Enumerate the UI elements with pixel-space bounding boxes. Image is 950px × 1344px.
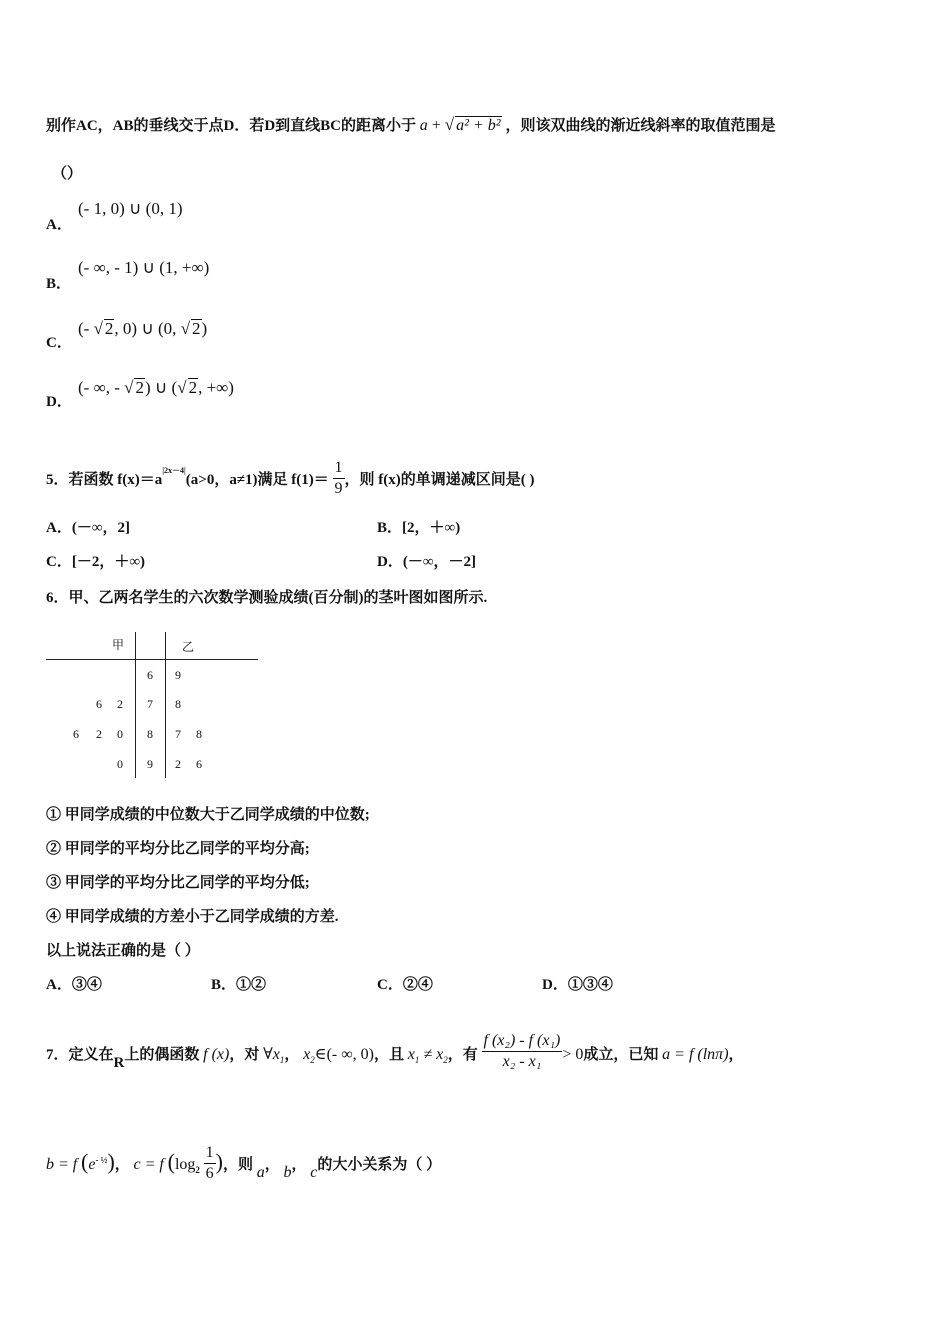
q4-option-c-rad: 2: [104, 319, 114, 338]
q4-option-d-rad2: 2: [188, 378, 198, 397]
sqrt-symbol-icon: √: [124, 378, 134, 397]
q4-option-c-pre: (-: [78, 319, 94, 338]
q7-x2-sub: 2: [310, 1055, 315, 1066]
q4-stem-line: [46, 115, 776, 136]
stem-leaf-header-left: 甲: [112, 638, 125, 652]
q4-expr-radicand: a² + b²: [456, 117, 501, 134]
q7-gt: > 0: [562, 1045, 584, 1063]
right-leaf-cell: 9: [175, 668, 181, 682]
q4-text-after: ，则该双曲线的渐近线斜率的取值范围是: [505, 118, 776, 134]
q7-var-c: c: [310, 1163, 318, 1181]
q4-option-d-rad: 2: [135, 378, 144, 397]
q4-option-c-post: ): [201, 319, 208, 338]
q5-text-after: ，则 f(x)的单调递减区间是( ): [344, 471, 535, 488]
right-leaf-cell: 6: [196, 757, 202, 771]
q7-text4: ，且: [373, 1046, 404, 1063]
q4-option-c-mid: , 0) ∪ (0,: [114, 319, 181, 338]
q6-statement-1: ① 甲同学成绩的中位数大于乙同学成绩的中位数;: [46, 807, 370, 823]
stem-leaf-header-right: 乙: [182, 640, 195, 654]
q7-a-def: a = f (lnπ): [662, 1045, 729, 1063]
q7-c-fraction: [204, 1143, 216, 1184]
q7-text8: ，则: [222, 1156, 253, 1173]
q4-option-d-label: D．: [46, 394, 72, 410]
q7-x2: [303, 1045, 315, 1066]
q7-neq-sub1: 1: [414, 1055, 420, 1066]
q7-fx: f (x): [203, 1045, 230, 1063]
q7-R: R: [113, 1054, 125, 1071]
sqrt-symbol-icon: √: [177, 378, 187, 397]
stem-leaf-right-divider: [165, 632, 166, 778]
right-paren-icon: ): [107, 1148, 115, 1174]
q4-expr-plus: +: [431, 117, 441, 134]
q4-option-d-value: [78, 378, 234, 398]
q7-neq-sub2: 2: [443, 1055, 448, 1066]
q7-frac-den: x₂ - x₁: [502, 1053, 542, 1070]
q7-neq-right: ≠ x: [423, 1045, 444, 1063]
q7-c-def-log: log: [174, 1155, 196, 1173]
q6-statement-3: ③ 甲同学的平均分比乙同学的平均分低;: [46, 875, 310, 891]
q4-text-before: 别作AC，AB的垂线交于点D．若D到直线BC的距离小于: [46, 118, 417, 134]
right-leaf-cell: 2: [175, 757, 181, 771]
q6-statement-2: ② 甲同学的平均分比乙同学的平均分高;: [46, 841, 310, 857]
q6-prompt: 以上说法正确的是（ ）: [46, 943, 200, 959]
q7-text2: 上的偶函数: [124, 1046, 200, 1063]
stem-leaf-left-divider: [135, 632, 136, 778]
q4-option-d-post: , +∞): [198, 378, 234, 397]
stem-cell: 7: [147, 697, 153, 711]
q4-expr-a: a: [419, 117, 428, 134]
q7-fraction: [482, 1031, 563, 1072]
left-leaf-cell: 0: [117, 757, 123, 771]
q7-frac-num: f (x₂) - f (x₁): [482, 1031, 563, 1052]
q4-option-b-label: B．: [46, 276, 72, 292]
q7-neq: [407, 1045, 448, 1066]
q5-frac-den: 9: [334, 480, 343, 497]
q4-bracket: （）: [52, 166, 83, 182]
q7-forall-sub: 1: [279, 1055, 285, 1066]
q7-text1: 7．定义在: [46, 1046, 114, 1063]
q7-c-def-base: 2: [195, 1164, 200, 1175]
q7-x2-var: x: [303, 1045, 311, 1063]
q5-text-mid: (a>0，a≠1)满足 f(1)＝: [185, 471, 329, 488]
q5-exponent: |2x－4|: [162, 465, 186, 475]
q7-var-a: a: [256, 1163, 265, 1181]
q5-fraction: [333, 458, 345, 499]
q5-option-b: B．[2，＋∞): [377, 520, 461, 536]
q4-option-c-rad2: 2: [192, 319, 201, 338]
q7-text5: ，有: [447, 1046, 478, 1063]
left-leaf-cell: 2: [117, 697, 123, 711]
q7-b-def-arg: e: [88, 1155, 96, 1173]
sqrt-symbol-icon: √: [444, 115, 455, 134]
q7-c-frac-num: 1: [204, 1143, 216, 1164]
q6-option-b: B．①②: [211, 977, 267, 993]
q4-option-b-value: (- ∞, - 1) ∪ (1, +∞): [78, 258, 210, 277]
left-leaf-cell: 2: [96, 727, 102, 741]
left-leaf-cell: 0: [117, 727, 123, 741]
q7-second-line: b = f $(e^{- \frac{1}{2}})$， c = f ($\log_2$ $\frac{1}{6}$ )，则 a， b， c的大小关系为（ ）: [46, 1144, 442, 1182]
q6-option-d: D．①③④: [542, 977, 613, 993]
stem-leaf-plot: [46, 626, 258, 778]
q5-stem-line: [46, 460, 535, 501]
q4-option-a-label: A．: [46, 217, 72, 233]
q7-forall-symbol: ∀x: [263, 1045, 280, 1063]
q5-frac-num: 1: [333, 458, 345, 479]
stem-cell: 6: [147, 668, 153, 682]
q7-stem-line: [46, 1032, 744, 1076]
stem-cell: 8: [147, 727, 153, 741]
right-paren-icon: ): [215, 1148, 223, 1174]
q7-text3: ，对: [229, 1046, 260, 1063]
q7-neq-left: x: [407, 1045, 415, 1063]
sqrt-symbol-icon: √: [180, 319, 191, 338]
right-leaf-cell: 7: [175, 727, 181, 741]
left-paren-icon: (: [81, 1148, 89, 1174]
q5-option-a: A．(－∞，2]: [46, 520, 131, 536]
q7-c-def-pre: c = f: [133, 1155, 164, 1173]
q7-comma: ，: [284, 1046, 300, 1063]
q7-forall: [263, 1045, 285, 1066]
q6-option-a: A．③④: [46, 977, 102, 993]
right-leaf-cell: 8: [175, 697, 181, 711]
q5-option-d: D．(－∞，－2]: [377, 554, 477, 570]
left-leaf-cell: 6: [73, 727, 79, 741]
q7-c-frac-den: 6: [205, 1165, 214, 1182]
q4-option-c-label: C．: [46, 335, 72, 351]
q4-option-d-pre: (- ∞, -: [78, 378, 125, 397]
q6-option-c: C．②④: [377, 977, 433, 993]
q7-b-def-pre: b = f: [46, 1155, 78, 1173]
q5-option-c: C．[－2，＋∞): [46, 554, 146, 570]
stem-cell: 9: [147, 757, 153, 771]
q7-interval: ∈(- ∞, 0): [314, 1045, 374, 1063]
stem-leaf-header-rule: [46, 659, 258, 660]
q7-text7: ，: [728, 1046, 744, 1063]
q4-option-a-value: (- 1, 0) ∪ (0, 1): [78, 199, 183, 218]
q4-option-d-mid: ) ∪ (: [144, 378, 178, 397]
q6-statement-4: ④ 甲同学成绩的方差小于乙同学成绩的方差.: [46, 909, 339, 925]
right-leaf-cell: 8: [196, 727, 202, 741]
q4-option-c-value: [78, 319, 207, 339]
q7-b-def-exp: - ½: [95, 1154, 108, 1165]
left-leaf-cell: 6: [96, 697, 102, 711]
q6-stem-line: 6．甲、乙两名学生的六次数学测验成绩(百分制)的茎叶图如图所示.: [46, 590, 488, 606]
sqrt-symbol-icon: √: [93, 319, 103, 338]
q5-text-before: 5．若函数 f(x)＝a: [46, 471, 163, 488]
q7-text6: 成立，已知: [583, 1046, 659, 1063]
left-paren-icon: (: [167, 1148, 175, 1174]
q7-text9: 的大小关系为（ ）: [317, 1156, 442, 1173]
q4-expression: [420, 117, 506, 134]
q7-var-b: b: [283, 1163, 292, 1181]
